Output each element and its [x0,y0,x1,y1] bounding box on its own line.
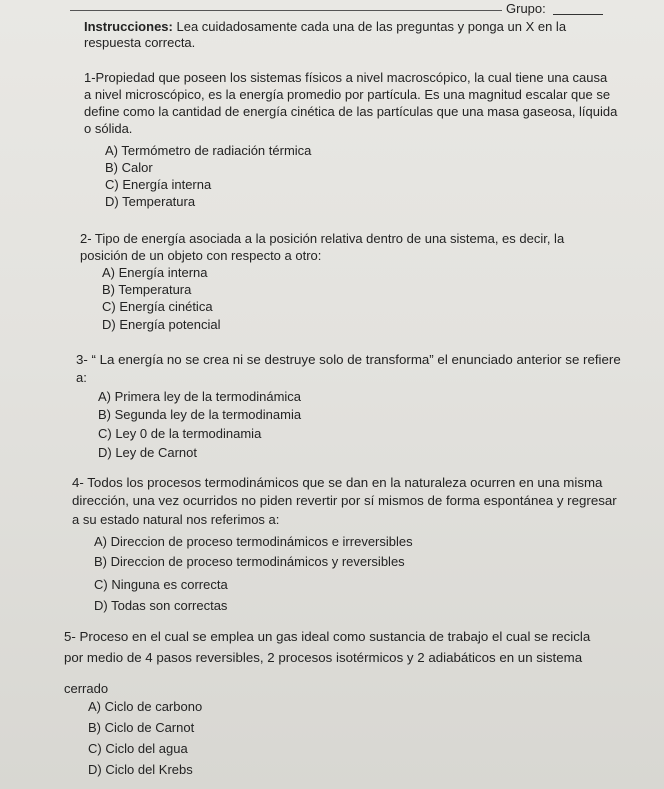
question-3-line-2: a: [76,370,87,385]
question-4-option-d[interactable]: D) Todas son correctas [94,598,228,613]
instructions-text-1: Lea cuidadosamente cada una de las preguntas y ponga un X en la [176,19,567,34]
question-1-line-1: 1-Propiedad que poseen los sistemas físicos a nivel macroscópico, la cual tiene una causa [84,70,608,85]
name-line [70,10,502,11]
question-4-option-a[interactable]: A) Direccion de proceso termodinámicos e irreversibles [94,534,413,549]
question-5-option-b[interactable]: B) Ciclo de Carnot [88,720,195,735]
question-3-option-d[interactable]: D) Ley de Carnot [98,445,197,460]
question-5-option-a[interactable]: A) Ciclo de carbono [88,699,203,714]
question-2-line-2: posición de un objeto con respecto a otro: [80,248,322,263]
question-5-line-3: cerrado [64,681,109,696]
question-4-option-c[interactable]: C) Ninguna es correcta [94,577,228,592]
grupo-line [553,14,603,15]
instructions-label: Instrucciones: [84,19,173,34]
question-1-line-2: a nivel microscópico, es la energía promedio por partícula. Es una magnitud escalar que se [84,87,611,102]
question-1-option-c[interactable]: C) Energía interna [105,177,212,192]
question-5-option-c[interactable]: C) Ciclo del agua [88,741,188,756]
grupo-label: Grupo: [506,1,546,16]
question-4-line-2: dirección, una vez ocurridos no piden revertir por sí mismos de forma espontánea y regresar [72,493,617,508]
question-1-option-d[interactable]: D) Temperatura [105,194,196,209]
question-5-option-d[interactable]: D) Ciclo del Krebs [88,762,193,777]
question-3-line-1: 3- “ La energía no se crea ni se destruye solo de transforma” el enunciado anterior se refiere [76,352,621,367]
question-2-line-1: 2- Tipo de energía asociada a la posición relativa dentro de una sistema, es decir, la [80,231,565,246]
question-2-option-d[interactable]: D) Energía potencial [102,317,221,332]
question-2-option-a[interactable]: A) Energía interna [102,265,208,280]
question-4-line-1: 4- Todos los procesos termodinámicos que se dan en la naturaleza ocurren en una misma [72,475,603,490]
instructions [84,19,594,51]
question-3-option-a[interactable]: A) Primera ley de la termodinámica [98,389,302,404]
question-1-line-4: o sólida. [84,121,133,136]
question-2-option-c[interactable]: C) Energía cinética [102,299,213,314]
question-5-line-1: 5- Proceso en el cual se emplea un gas ideal como sustancia de trabajo el cual se recicla [64,629,591,644]
question-1-option-b[interactable]: B) Calor [105,160,153,175]
question-3-option-c[interactable]: C) Ley 0 de la termodinamia [98,426,262,441]
instructions-text-2: respuesta correcta. [84,35,196,50]
question-2-option-b[interactable]: B) Temperatura [102,282,192,297]
question-5-line-2: por medio de 4 pasos reversibles, 2 procesos isotérmicos y 2 adiabáticos en un sistema [64,650,583,665]
question-4-option-b[interactable]: B) Direccion de proceso termodinámicos y reversibles [94,554,405,569]
question-1-option-a[interactable]: A) Termómetro de radiación térmica [105,143,312,158]
question-4-line-3: a su estado natural nos referimos a: [72,512,280,527]
question-3-option-b[interactable]: B) Segunda ley de la termodinamia [98,407,302,422]
question-1-line-3: define como la cantidad de energía cinética de las partículas que una masa gaseosa, líquida [84,104,618,119]
